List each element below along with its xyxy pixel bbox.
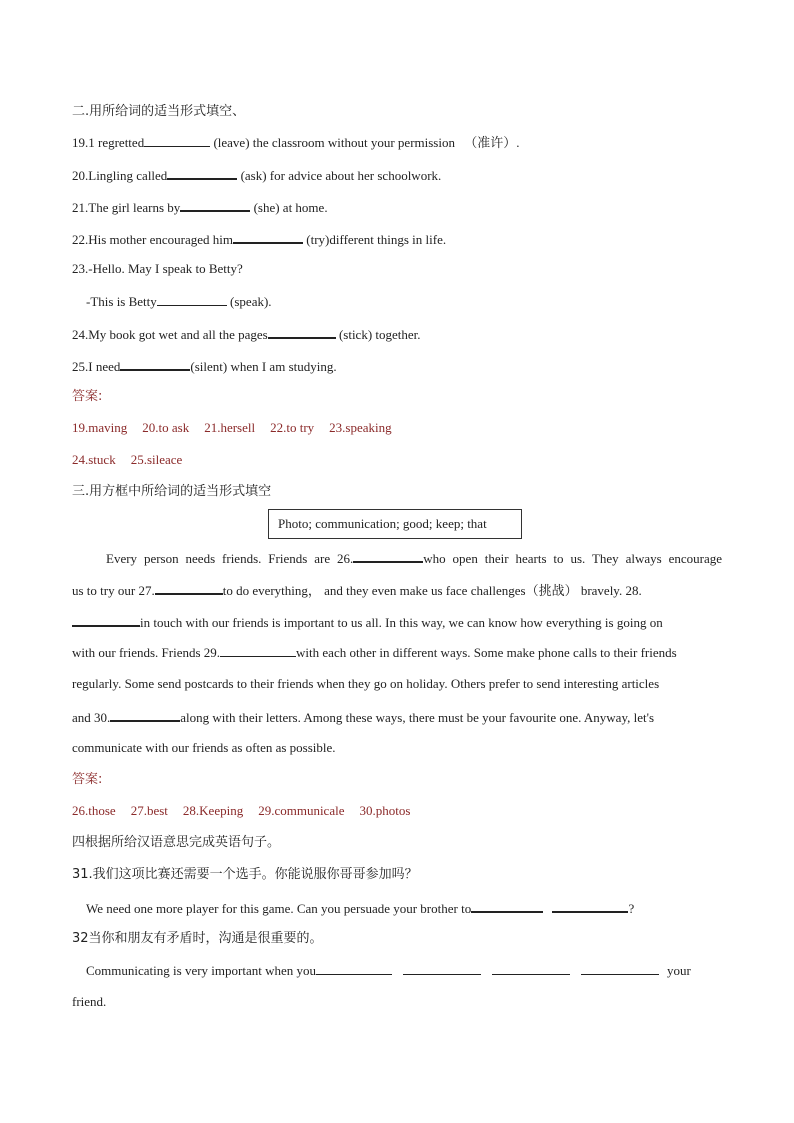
passage-line-1 xyxy=(72,548,722,568)
q21-blank[interactable] xyxy=(180,197,250,212)
p2-chinese: （挑战） xyxy=(525,584,578,599)
q24-blank[interactable] xyxy=(268,324,336,339)
q31-blank-1[interactable] xyxy=(471,898,543,913)
q32-prefix: Communicating is very important when you xyxy=(86,963,316,978)
p4-text-b: with each other in different ways. Some make phone calls to their friends xyxy=(296,645,677,660)
q19-chinese: （准许） xyxy=(464,136,517,151)
question-32-line2: friend. xyxy=(72,994,107,1009)
p6-text-b: along with their letters. Among these ways, there must be your favourite one. Anyway, let's xyxy=(180,710,655,725)
q25-suffix: (silent) when I am studying. xyxy=(190,359,337,374)
answer-26: 26.those xyxy=(72,803,116,818)
q19-blank[interactable] xyxy=(144,133,210,147)
q25-blank[interactable] xyxy=(120,356,190,371)
q32-blank-2[interactable] xyxy=(403,961,481,975)
q22-suffix: (try)different things in life. xyxy=(303,232,447,247)
q23-prefix: -This is Betty xyxy=(86,294,157,309)
blank-30[interactable] xyxy=(110,707,180,722)
section3-answers xyxy=(72,802,410,820)
answer-27: 27.best xyxy=(130,803,168,818)
q32-suffix: your xyxy=(667,963,691,978)
question-23-line2 xyxy=(86,292,272,311)
section2-answers-row1 xyxy=(72,419,392,437)
q32-blank-4[interactable] xyxy=(581,961,659,975)
q19-prefix: 19.1 regretted xyxy=(72,135,145,150)
blank-28[interactable] xyxy=(72,612,140,627)
p4-text-a: with our friends. Friends 29. xyxy=(72,645,221,660)
blank-29[interactable] xyxy=(220,643,296,657)
answer-29: 29.communicale xyxy=(258,803,345,818)
answer-19: 19.maving xyxy=(72,420,128,435)
section2-heading: 二.用所给词的适当形式填空、 xyxy=(72,104,246,119)
p2-text-b: to do everything， and they even make us face challenges xyxy=(222,583,526,598)
q31-blank-2[interactable] xyxy=(552,898,628,913)
question-31-english xyxy=(86,898,634,918)
q23-blank[interactable] xyxy=(157,292,227,306)
q20-prefix: 20.Lingling called xyxy=(72,168,168,183)
p6-text-a: and 30. xyxy=(72,710,111,725)
q23-suffix: (speak). xyxy=(226,294,272,309)
answer-25: 25.sileace xyxy=(130,452,183,467)
q20-blank[interactable] xyxy=(167,165,237,180)
question-25 xyxy=(72,356,337,376)
p1-text-a: Every person needs friends. Friends are 26. xyxy=(106,551,354,566)
question-32-chinese: 32当你和朋友有矛盾时，沟通是很重要的。 xyxy=(72,931,323,946)
passage-line-3 xyxy=(72,612,663,632)
answer-30: 30.photos xyxy=(359,803,411,818)
q24-prefix: 24.My book got wet and all the pages xyxy=(72,327,268,342)
section3-heading: 三.用方框中所给词的适当形式填空 xyxy=(72,484,272,499)
q19-end: . xyxy=(516,135,520,150)
blank-27[interactable] xyxy=(155,580,223,595)
passage-line-6 xyxy=(72,707,654,727)
question-23-line1: 23.-Hello. May I speak to Betty? xyxy=(72,261,243,276)
p2-text-a: us to try our 27. xyxy=(72,583,155,598)
question-22 xyxy=(72,229,446,249)
passage-line-4 xyxy=(72,643,677,662)
q22-blank[interactable] xyxy=(233,229,303,244)
answer-20: 20.to ask xyxy=(142,420,190,435)
word-box: Photo; communication; good; keep; that xyxy=(268,509,522,539)
section2-answer-label: 答案: xyxy=(72,389,103,404)
passage-line-2 xyxy=(72,580,642,601)
answer-28: 28.Keeping xyxy=(182,803,244,818)
section4-heading: 四根据所给汉语意思完成英语句子。 xyxy=(72,835,281,850)
q32-blank-3[interactable] xyxy=(492,961,570,975)
question-20 xyxy=(72,165,441,185)
section3-answer-label: 答案: xyxy=(72,772,103,787)
question-32-english xyxy=(86,961,691,980)
question-24 xyxy=(72,324,421,344)
answer-22: 22.to try xyxy=(270,420,315,435)
answer-24: 24.stuck xyxy=(72,452,116,467)
passage-line-5: regularly. Some send postcards to their friends when they go on holiday. Others prefer to send interesting articles xyxy=(72,676,660,691)
question-19 xyxy=(72,133,520,153)
q20-suffix: (ask) for advice about her schoolwork. xyxy=(237,168,442,183)
q21-prefix: 21.The girl learns by xyxy=(72,200,181,215)
q22-prefix: 22.His mother encouraged him xyxy=(72,232,234,247)
answer-23: 23.speaking xyxy=(329,420,392,435)
section2-answers-row2 xyxy=(72,451,182,469)
p2-text-c: bravely. 28. xyxy=(580,583,642,598)
q25-prefix: 25.I need xyxy=(72,359,121,374)
passage-line-7: communicate with our friends as often as possible. xyxy=(72,740,336,755)
blank-26[interactable] xyxy=(353,548,423,563)
answer-21: 21.hersell xyxy=(204,420,256,435)
q32-blank-1[interactable] xyxy=(316,961,392,975)
q21-suffix: (she) at home. xyxy=(250,200,328,215)
q31-end: ? xyxy=(628,901,635,916)
q31-prefix: We need one more player for this game. Can you persuade your brother to xyxy=(86,901,472,916)
question-31-chinese: 31.我们这项比赛还需要一个选手。你能说服你哥哥参加吗？ xyxy=(72,867,418,882)
question-21 xyxy=(72,197,328,217)
q19-suffix: (leave) the classroom without your permission xyxy=(210,135,455,150)
p1-text-b: who open their hearts to us. They always encourage xyxy=(423,551,722,566)
q24-suffix: (stick) together. xyxy=(335,327,421,342)
p3-text: in touch with our friends is important to us all. In this way, we can know how everything is going on xyxy=(140,615,663,630)
